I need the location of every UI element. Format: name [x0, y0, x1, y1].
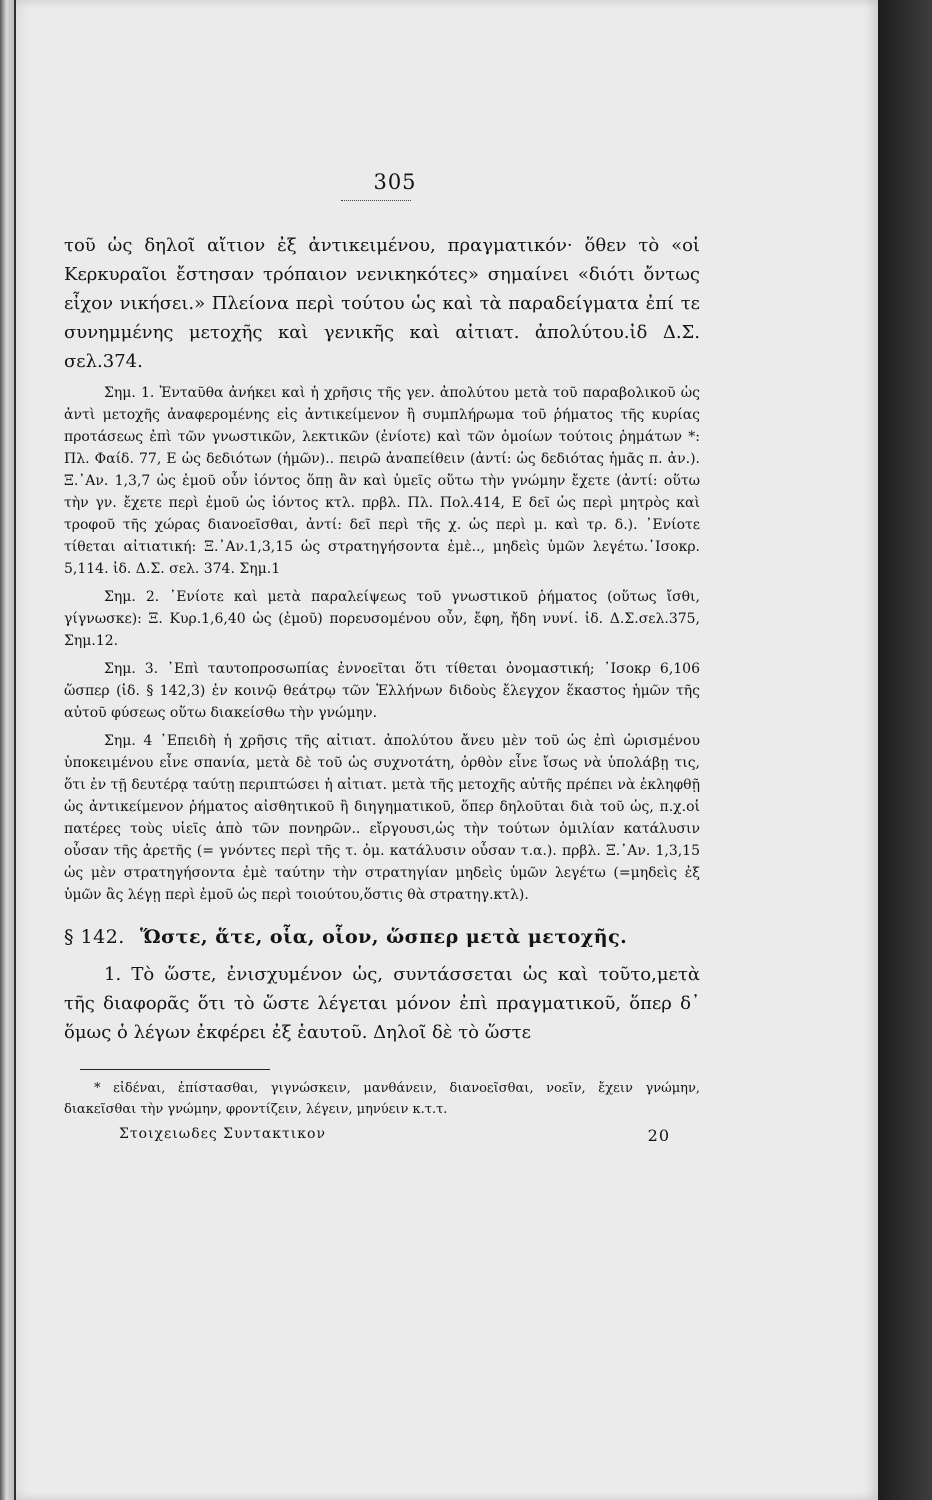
book-page — [16, 0, 878, 1500]
page-number-underline — [341, 200, 411, 201]
page-content — [64, 170, 700, 1145]
section-symbol: § 142. — [64, 926, 125, 948]
note-2: Σημ. 2. ᾿Ενίοτε καὶ μετὰ παραλείψεως τοῦ γνωστικοῦ ῥήματος (οὕτως ἴσθι, γίγνωσκε): Ξ. Κυρ.1,6,40 ὡς (ἐμοῦ) πορευσομένου οὖν, ἔφη, ἤδη νυνί. ἰδ. Δ.Σ.σελ.375, Σημ.12. — [64, 589, 700, 649]
body-paragraph: τοῦ ὡς δηλοῖ αἴτιον ἐξ ἀντικειμένου, πραγματικόν· ὅθεν τὸ «οἱ Κερκυραῖοι ἔστησαν τρόπαιον νενικηκότες» σημαίνει «διότι ὄντως εἶχον νικήσει.» Πλείονα περὶ τούτου ὡς καὶ τὰ παραδείγματα ἐπί τε συνημμένης μετοχῆς καὶ γενικῆς καὶ αἰτιατ. ἀπολύτου.ἰδ Δ.Σ. σελ.374. — [64, 235, 700, 372]
binding-edge — [0, 0, 14, 1500]
note-3: Σημ. 3. ᾿Επὶ ταυτοπροσωπίας ἐννοεῖται ὅτι τίθεται ὀνομαστική; ᾿Ισοκρ 6,106 ὥσπερ (ἰδ. § 142,3) ἐν κοινῷ θεάτρῳ τῶν Ἑλλήνων διδοὺς ἔλεγχον ἕκαστος ἡμῶν τῆς αὐτοῦ φύσεως οὕτω διακείσθω τὴν γνώμην. — [64, 661, 700, 721]
note-4: Σημ. 4 ᾿Επειδὴ ἡ χρῆσις τῆς αἰτιατ. ἀπολύτου ἄνευ μὲν τοῦ ὡς ἐπὶ ὡρισμένου ὑποκειμένου εἶνε σπανία, μετὰ δὲ τοῦ ὡς συχνοτάτη, ὀρθὸν εἶνε ἴσως νὰ ὑπολάβῃ τις, ὅτι ἐν τῇ δευτέρᾳ ταύτῃ περιπτώσει ἡ αἰτιατ. μετὰ τῆς μετοχῆς αὐτῆς πρέπει νὰ ἐκληφθῇ ὡς ἀντικείμενον ῥήματος αἰσθητικοῦ ἢ διηγηματικοῦ, ὅπερ δηλοῦται διὰ τοῦ ὡς, π.χ.οἱ πατέρες τοὺς υἱεῖς ἀπὸ τῶν πονηρῶν.. εἴργουσι,ὡς τὴν τούτων ὁμιλίαν κατάλυσιν οὖσαν τῆς ἀρετῆς (= γνόντες περὶ τῆς τ. ὁμ. κατάλυσιν οὖσαν τ.α.). πρβλ. Ξ.᾿Αν. 1,3,15 ὡς μὲν στρατηγήσοντα ἐμὲ ταύτην τὴν στρατηγίαν μηδεὶς ὑμῶν λεγέτω (=μηδεὶς ἐξ ὑμῶν ἂς λέγῃ περὶ ἐμοῦ ὡς περὶ τοιούτου,ὅστις θὰ στρατηγ.κτλ). — [64, 733, 700, 903]
signature-title: Στοιχειωδες Συντακτικον — [119, 1126, 326, 1142]
footnote: * εἰδέναι, ἐπίστασθαι, γιγνώσκειν, μανθάνειν, διανοεῖσθαι, νοεῖν, ἔχειν γνώμην, διακεῖσθαι τὴν γνώμην, φροντίζειν, λέγειν, μηνύειν κ.τ.τ. — [64, 1081, 700, 1117]
section-paragraph: 1. Τὸ ὥστε, ἐνισχυμένον ὡς, συντάσσεται ὡς καὶ τοῦτο,μετὰ τῆς διαφορᾶς ὅτι τὸ ὥστε λέγεται μόνον ἐπὶ πραγματικοῦ, ὅπερ δ᾿ ὅμως ὁ λέγων ἐκφέρει ἐξ ἑαυτοῦ. Δηλοῖ δὲ τὸ ὥστε — [64, 964, 700, 1043]
section-heading — [64, 926, 700, 948]
scanner-background — [878, 0, 932, 1500]
section-title: Ὥστε, ἅτε, οἷα, οἷον, ὥσπερ μετὰ μετοχῆς. — [139, 926, 628, 948]
signature-number: 20 — [647, 1126, 670, 1145]
footnote-divider — [80, 1069, 270, 1070]
page-number: 305 — [373, 170, 417, 194]
signature-line — [64, 1126, 700, 1145]
note-1: Σημ. 1. Ἐνταῦθα ἀνήκει καὶ ἡ χρῆσις τῆς γεν. ἀπολύτου μετὰ τοῦ παραβολικοῦ ὡς ἀντὶ μετοχῆς ἀναφερομένης εἰς ἀντικείμενον ἢ συμπλήρωμα τοῦ ῥήματος τῆς κυρίας προτάσεως ἐπὶ τῶν γνωστικῶν, λεκτικῶν (ἐνίοτε) καὶ τῶν ὁμοίων τούτοις ῥημάτων *: Πλ. Φαίδ. 77, Ε ὡς δεδιότων (ἡμῶν).. πειρῶ ἀναπείθειν (ἀντί: ὡς δεδιότας ἡμᾶς π. ἀν.). Ξ.᾿Αν. 1,3,7 ὡς ἐμοῦ οὖν ἰόντος ὅπῃ ἂν καὶ ὑμεῖς οὕτω τὴν γνώμην ἔχετε (ἀντί: οὕτω τὴν γν. ἔχετε περὶ ἐμοῦ ὡς ἰόντος κτλ. πρβλ. Πλ. Πολ.414, Ε δεῖ ὡς περὶ μητρὸς καὶ τροφοῦ τῆς χώρας διανοεῖσθαι, ἀντί: δεῖ περὶ τῆς χ. ὡς περὶ μ. καὶ τρ. δ.). ᾿Ενίοτε τίθεται αἰτιατική: Ξ.᾿Αν.1,3,15 ὡς στρατηγήσοντα ἐμὲ.., μηδεὶς ὑμῶν λεγέτω.᾿Ισοκρ. 5,114. ἰδ. Δ.Σ. σελ. 374. Σημ.1 — [64, 385, 700, 577]
